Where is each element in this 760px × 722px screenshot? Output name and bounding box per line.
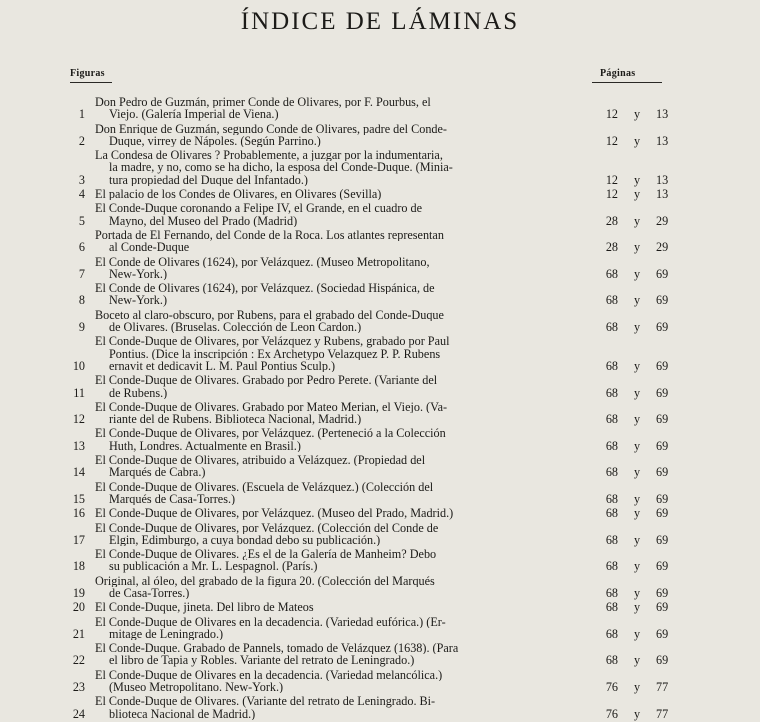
plate-number: 2 xyxy=(78,133,85,148)
plate-entry xyxy=(0,123,760,148)
page-end: 69 xyxy=(656,385,669,400)
plate-number: 17 xyxy=(72,532,85,547)
description-line: riante del de Rubens. Biblioteca Nacional, Madrid.) xyxy=(109,413,362,426)
plate-entry xyxy=(0,96,760,121)
page-end: 69 xyxy=(656,600,669,615)
plate-entry xyxy=(0,695,760,720)
page-refs xyxy=(588,215,678,227)
plate-entry xyxy=(0,282,760,307)
plate-number: 12 xyxy=(72,412,85,427)
description-line: El Conde-Duque de Olivares en la decadencia. (Variedad melancólica.) xyxy=(95,668,443,682)
plate-number: 13 xyxy=(72,438,85,453)
plate-description xyxy=(95,123,588,148)
plate-number: 23 xyxy=(72,680,85,695)
page-refs xyxy=(588,440,678,452)
description-line: El Conde-Duque, jineta. Del libro de Mateos xyxy=(95,601,314,614)
page-end: 29 xyxy=(656,213,669,228)
page-end: 69 xyxy=(656,491,669,506)
page-end: 69 xyxy=(656,438,669,453)
description-line: blioteca Nacional de Madrid.) xyxy=(109,707,256,720)
page-start: 68 xyxy=(605,358,618,373)
plate-description xyxy=(95,481,588,506)
page-conjunction: y xyxy=(633,412,641,427)
page-end: 69 xyxy=(656,559,669,574)
page-conjunction: y xyxy=(633,680,641,695)
plate-number: 8 xyxy=(78,293,85,308)
page-end: 69 xyxy=(656,532,669,547)
description-line: El Conde-Duque de Olivares. Grabado por Mateo Merian, el Viejo. (Va- xyxy=(95,400,448,414)
page-conjunction: y xyxy=(633,107,641,122)
page-refs xyxy=(588,413,678,425)
page-refs xyxy=(588,507,678,519)
plate-number: 21 xyxy=(72,626,85,641)
plate-entry xyxy=(0,601,760,613)
page-end: 69 xyxy=(656,412,669,427)
plate-description xyxy=(95,309,588,334)
page-conjunction: y xyxy=(633,240,641,255)
description-line: El Conde-Duque de Olivares. (Variante del retrato de Leningrado. Bi- xyxy=(95,695,436,708)
page-conjunction: y xyxy=(633,585,641,600)
page-start: 12 xyxy=(605,107,618,122)
page-start: 68 xyxy=(605,293,618,308)
page-start: 68 xyxy=(605,626,618,641)
plate-number: 5 xyxy=(78,213,85,228)
page-refs xyxy=(588,188,678,200)
description-line: El Conde-Duque de Olivares en la decadencia. (Variedad eufórica.) (Er- xyxy=(95,615,446,628)
page-refs xyxy=(588,241,678,253)
description-line: El Conde-Duque de Olivares. Grabado por Pedro Perete. (Variante del xyxy=(95,374,438,387)
page-conjunction: y xyxy=(633,385,641,400)
plate-description xyxy=(95,96,588,121)
pages-header-rule xyxy=(592,82,662,83)
page-conjunction: y xyxy=(633,626,641,641)
description-line: Viejo. (Galería Imperial de Viena.) xyxy=(109,108,279,121)
plate-entry xyxy=(0,149,760,186)
page-refs xyxy=(588,681,678,693)
page-start: 12 xyxy=(605,133,618,148)
plate-description xyxy=(95,282,588,307)
page-end: 69 xyxy=(656,320,669,335)
description-line: tura propiedad del Duque del Infantado.) xyxy=(109,173,308,187)
description-line: El Conde-Duque de Olivares, por Velázquez. (Perteneció a la Colección xyxy=(95,427,446,440)
description-line: al Conde-Duque xyxy=(109,241,190,254)
page-end: 69 xyxy=(656,266,669,281)
plate-entry xyxy=(0,642,760,667)
page-refs xyxy=(588,466,678,478)
page-end: 77 xyxy=(656,680,669,695)
description-line: Don Enrique de Guzmán, segundo Conde de Olivares, padre del Conde- xyxy=(95,122,447,135)
pages-column-header: Páginas xyxy=(600,68,636,79)
plate-number: 14 xyxy=(72,465,85,480)
description-line: El Conde-Duque de Olivares. (Escuela de Velázquez.) (Colección del xyxy=(95,480,434,493)
description-line: El Conde-Duque de Olivares, por Velázquez. (Colección del Conde de xyxy=(95,521,439,534)
page-conjunction: y xyxy=(633,491,641,506)
plate-description xyxy=(95,642,588,667)
figures-column-header: Figuras xyxy=(70,68,105,79)
page-end: 13 xyxy=(656,172,669,187)
page-conjunction: y xyxy=(633,559,641,574)
plate-entry xyxy=(0,522,760,547)
description-line: New-York.) xyxy=(109,267,168,281)
plate-description xyxy=(95,548,588,573)
plate-entry xyxy=(0,401,760,426)
page-refs xyxy=(588,654,678,666)
description-line: Duque, virrey de Nápoles. (Según Parrino.) xyxy=(109,134,321,148)
plate-entry xyxy=(0,669,760,694)
page-refs xyxy=(588,360,678,372)
plate-entry xyxy=(0,616,760,641)
plate-description xyxy=(95,188,588,200)
page-refs xyxy=(588,135,678,147)
page-conjunction: y xyxy=(633,653,641,668)
description-line: El Conde de Olivares (1624), por Velázquez. (Sociedad Hispánica, de xyxy=(95,282,435,295)
description-line: el libro de Tapia y Robles. Variante del retrato de Leningrado.) xyxy=(109,654,415,667)
description-line: la madre, y no, como se ha dicho, la esposa del Conde-Duque. (Minia- xyxy=(109,161,453,174)
page-start: 76 xyxy=(605,706,618,721)
description-line: El Conde-Duque de Olivares, por Velázquez. (Museo del Prado, Madrid.) xyxy=(95,507,454,520)
description-line: Pontius. (Dice la inscripción : Ex Archetypo Velazquez P. P. Rubens xyxy=(109,347,441,360)
plate-number: 19 xyxy=(72,585,85,600)
plate-number: 7 xyxy=(78,266,85,281)
page-start: 68 xyxy=(605,506,618,521)
plate-description xyxy=(95,669,588,694)
plate-number: 4 xyxy=(78,187,85,202)
page-start: 68 xyxy=(605,385,618,400)
description-line: New-York.) xyxy=(109,294,168,307)
description-line: Marqués de Cabra.) xyxy=(109,466,206,479)
page-end: 69 xyxy=(656,465,669,480)
plate-number: 16 xyxy=(72,506,85,521)
plate-description xyxy=(95,454,588,479)
description-line: Portada de El Fernando, del Conde de la Roca. Los atlantes representan xyxy=(95,228,444,242)
description-line: El palacio de los Condes de Olivares, en Olivares (Sevilla) xyxy=(95,188,382,201)
plate-description xyxy=(95,401,588,426)
plate-description xyxy=(95,229,588,254)
page-conjunction: y xyxy=(633,358,641,373)
page-title: ÍNDICE DE LÁMINAS xyxy=(240,8,520,35)
plate-entry xyxy=(0,229,760,254)
page-start: 12 xyxy=(605,187,618,202)
plate-entry xyxy=(0,507,760,519)
plate-description xyxy=(95,575,588,600)
plate-number: 15 xyxy=(72,491,85,506)
plate-description xyxy=(95,256,588,281)
page-end: 13 xyxy=(656,133,669,148)
plate-number: 6 xyxy=(78,240,85,255)
description-line: El Conde-Duque coronando a Felipe IV, el Grande, en el cuadro de xyxy=(95,202,423,215)
description-line: El Conde-Duque de Olivares, atribuido a Velázquez. (Propiedad del xyxy=(95,454,426,467)
plate-number: 20 xyxy=(72,600,85,615)
plate-number: 18 xyxy=(72,559,85,574)
plate-number: 11 xyxy=(73,385,85,400)
page-refs xyxy=(588,174,678,186)
description-line: Mayno, del Museo del Prado (Madrid) xyxy=(109,214,298,227)
plate-description xyxy=(95,202,588,227)
description-line: mitage de Leningrado.) xyxy=(109,627,224,641)
plate-number: 22 xyxy=(72,653,85,668)
page-conjunction: y xyxy=(633,320,641,335)
description-line: Don Pedro de Guzmán, primer Conde de Olivares, por F. Pourbus, el xyxy=(95,96,431,109)
plate-description xyxy=(95,335,588,372)
page-end: 69 xyxy=(656,585,669,600)
page-refs xyxy=(588,628,678,640)
plate-description xyxy=(95,616,588,641)
plate-description xyxy=(95,507,588,519)
page-end: 69 xyxy=(656,293,669,308)
plate-entry xyxy=(0,548,760,573)
page-start: 68 xyxy=(605,559,618,574)
page-refs xyxy=(588,268,678,280)
page-start: 68 xyxy=(605,532,618,547)
page-start: 68 xyxy=(605,491,618,506)
page-refs xyxy=(588,534,678,546)
plates-list xyxy=(0,96,760,722)
description-line: de Olivares. (Bruselas. Colección de Leon Cardon.) xyxy=(109,321,362,334)
description-line: (Museo Metropolitano. New-York.) xyxy=(109,681,284,694)
description-line: Original, al óleo, del grabado de la figura 20. (Colección del Marqués xyxy=(95,574,435,587)
description-line: ernavit et dedicavit L. M. Paul Pontius Sculp.) xyxy=(109,359,336,373)
description-line: Boceto al claro-obscuro, por Rubens, para el grabado del Conde-Duque xyxy=(95,308,444,322)
plate-number: 24 xyxy=(72,706,85,721)
plate-entry xyxy=(0,256,760,281)
page-start: 28 xyxy=(605,213,618,228)
page-conjunction: y xyxy=(633,506,641,521)
page-refs xyxy=(588,108,678,120)
description-line: El Conde-Duque de Olivares, por Velázquez y Rubens, grabado por Paul xyxy=(95,335,450,348)
page-conjunction: y xyxy=(633,438,641,453)
page-conjunction: y xyxy=(633,293,641,308)
plate-description xyxy=(95,427,588,452)
page-end: 13 xyxy=(656,187,669,202)
page-start: 68 xyxy=(605,438,618,453)
plate-number: 1 xyxy=(78,107,85,122)
plate-entry xyxy=(0,481,760,506)
plate-entry xyxy=(0,335,760,372)
page-conjunction: y xyxy=(633,532,641,547)
page-conjunction: y xyxy=(633,600,641,615)
page-start: 68 xyxy=(605,600,618,615)
page-refs xyxy=(588,708,678,720)
page-start: 68 xyxy=(605,465,618,480)
plate-entry xyxy=(0,427,760,452)
page-refs xyxy=(588,294,678,306)
figures-header-rule xyxy=(70,82,112,83)
plate-entry xyxy=(0,454,760,479)
description-line: su publicación a Mr. L. Lespagnol. (París.) xyxy=(109,560,318,573)
page-end: 69 xyxy=(656,358,669,373)
plate-description xyxy=(95,601,588,613)
page-conjunction: y xyxy=(633,213,641,228)
page-start: 68 xyxy=(605,266,618,281)
page-end: 13 xyxy=(656,107,669,122)
description-line: Huth, Londres. Actualmente en Brasil.) xyxy=(109,439,301,453)
page-start: 68 xyxy=(605,585,618,600)
plate-entry xyxy=(0,575,760,600)
plate-entry xyxy=(0,188,760,200)
page-conjunction: y xyxy=(633,187,641,202)
page-start: 68 xyxy=(605,653,618,668)
page-refs xyxy=(588,601,678,613)
page-refs xyxy=(588,321,678,333)
page-start: 68 xyxy=(605,412,618,427)
page-refs xyxy=(588,587,678,599)
description-line: de Rubens.) xyxy=(109,386,168,399)
page-refs xyxy=(588,493,678,505)
description-line: El Conde de Olivares (1624), por Velázquez. (Museo Metropolitano, xyxy=(95,255,430,268)
description-line: Elgin, Edimburgo, a cuya bondad debo su publicación.) xyxy=(109,533,381,547)
plate-description xyxy=(95,695,588,720)
page-end: 69 xyxy=(656,626,669,641)
page-start: 28 xyxy=(605,240,618,255)
plate-entry xyxy=(0,202,760,227)
page-conjunction: y xyxy=(633,706,641,721)
description-line: La Condesa de Olivares ? Probablemente, a juzgar por la indumentaria, xyxy=(95,149,443,162)
page-end: 69 xyxy=(656,506,669,521)
page-refs xyxy=(588,560,678,572)
page-conjunction: y xyxy=(633,133,641,148)
page-conjunction: y xyxy=(633,172,641,187)
page-conjunction: y xyxy=(633,465,641,480)
plate-entry xyxy=(0,374,760,399)
description-line: de Casa-Torres.) xyxy=(109,586,190,600)
page-conjunction: y xyxy=(633,266,641,281)
page-start: 76 xyxy=(605,680,618,695)
plate-entry xyxy=(0,309,760,334)
plate-description xyxy=(95,522,588,547)
plate-description xyxy=(95,374,588,399)
plate-number: 9 xyxy=(78,320,85,335)
plate-description xyxy=(95,149,588,186)
page-start: 12 xyxy=(605,172,618,187)
description-line: Marqués de Casa-Torres.) xyxy=(109,492,236,506)
page-end: 69 xyxy=(656,653,669,668)
plate-number: 3 xyxy=(78,172,85,187)
page-end: 77 xyxy=(656,706,669,721)
plate-number: 10 xyxy=(72,358,85,373)
description-line: El Conde-Duque de Olivares. ¿Es el de la Galería de Manheim? Debo xyxy=(95,548,437,561)
page-refs xyxy=(588,387,678,399)
page-start: 68 xyxy=(605,320,618,335)
page-end: 29 xyxy=(656,240,669,255)
description-line: El Conde-Duque. Grabado de Pannels, tomado de Velázquez (1638). (Para xyxy=(95,642,459,655)
